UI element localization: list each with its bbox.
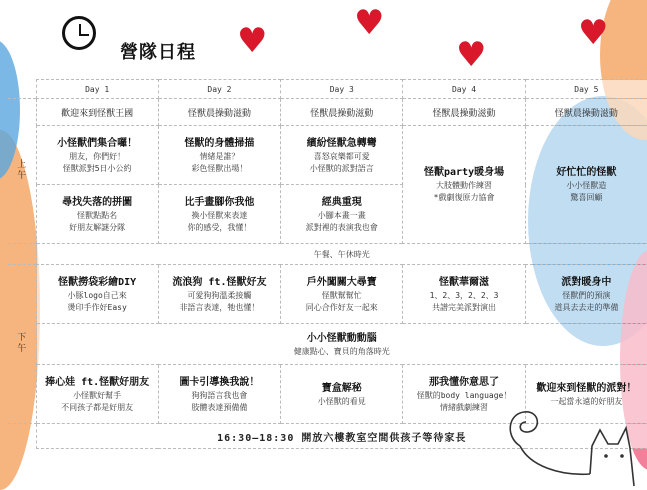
- activity-title: 尋找失落的拼圖: [62, 196, 133, 208]
- activity-line: 怪獸點點名: [77, 210, 118, 220]
- activity-line: 共譜完美派對演出: [432, 302, 497, 312]
- activity-line: *戲劇復原力協會: [433, 193, 495, 202]
- activity-line: 朋友，你們好！: [69, 151, 126, 161]
- activity-line: 燙印手作好Easy: [67, 302, 127, 312]
- schedule-table: [8, 79, 647, 449]
- activity-cell: [403, 126, 525, 244]
- morning-activity: 怪獸晨操動滋動: [281, 99, 403, 126]
- activity-line: 怪獸的body language！: [416, 390, 512, 400]
- activity-line: 小小怪獸造: [566, 181, 607, 190]
- activity-title: 怪獸party暖身場: [423, 167, 505, 178]
- afternoon-session-row-1: [8, 265, 647, 324]
- activity-line: 你的感受，我懂！: [187, 222, 252, 232]
- activity-cell: [403, 265, 525, 324]
- side-blank: [8, 424, 36, 449]
- side-char: 下: [17, 333, 27, 343]
- side-char: 午: [17, 344, 27, 354]
- activity-title: 小怪獸們集合囉！: [57, 137, 138, 149]
- activity-title: 怪獸華爾滋: [439, 276, 490, 288]
- activity-cell: [158, 126, 280, 185]
- activity-cell: [36, 126, 158, 185]
- morning-routine-row: [8, 99, 647, 126]
- activity-line: 小腳本畫一畫: [317, 210, 366, 220]
- day-header: Day 2: [158, 80, 280, 99]
- activity-line: 不同孩子都是好朋友: [61, 402, 134, 412]
- activity-line: 情緒戲劇練習: [440, 402, 489, 412]
- activity-title: 比手畫腳你我他: [184, 196, 255, 208]
- activity-line: 換小怪獸來表達: [191, 210, 248, 220]
- heart-icon: ♥: [456, 35, 487, 75]
- activity-line: 怪獸派對5日小公約: [62, 163, 132, 173]
- activity-title: 怪獸的身體掃描: [184, 137, 255, 149]
- activity-cell: [281, 365, 403, 424]
- activity-line: 可愛狗狗溫柔接觸: [187, 290, 252, 300]
- morning-activity: 怪獸晨操動滋動: [525, 99, 647, 126]
- day-header: Day 3: [281, 80, 403, 99]
- activity-title: 圖卡引導換我說！: [179, 376, 260, 388]
- corner-cell: [8, 80, 36, 99]
- activity-line: 肢體表達預備備: [191, 402, 248, 412]
- activity-title: 流浪狗 ft.怪獸好友: [172, 276, 267, 288]
- break-line: 健康點心、寶貝的角落時光: [293, 346, 390, 356]
- activity-title: 好忙忙的怪獸: [556, 167, 617, 178]
- lunch-break: 午餐、午休時光: [36, 244, 647, 265]
- activity-line: 小怪獸好幫手: [73, 390, 122, 400]
- activity-title: 那我懂你意思了: [429, 376, 500, 388]
- morning-activity: 怪獸晨操動滋動: [158, 99, 280, 126]
- page-title: 營隊日程: [120, 42, 196, 63]
- snack-break-row: [8, 324, 647, 365]
- morning-session-row-1: [8, 126, 647, 185]
- heart-icon: ♥: [354, 3, 385, 43]
- activity-cell: [281, 185, 403, 244]
- activity-line: 小怪獸的看見: [317, 396, 366, 406]
- activity-line: 小怪獸的派對語言: [309, 163, 374, 173]
- side-char: 午: [17, 171, 27, 181]
- day-header: Day 1: [36, 80, 158, 99]
- clock-icon: [62, 16, 96, 50]
- activity-cell: [281, 126, 403, 185]
- activity-line: 驚喜回顧: [570, 193, 603, 202]
- activity-title: 歡迎來到怪獸的派對！: [536, 382, 637, 394]
- lunch-row: [8, 244, 647, 265]
- activity-title: 戶外闖關大尋寶: [306, 276, 377, 288]
- morning-activity: 怪獸晨操動滋動: [403, 99, 525, 126]
- activity-title: 派對暖身中: [561, 276, 612, 288]
- activity-line: 好朋友解謎分隊: [69, 222, 126, 232]
- activity-cell: [36, 265, 158, 324]
- activity-line: 喜怒哀樂都可愛: [313, 151, 370, 161]
- activity-line: 一起當永遠的好朋友: [550, 396, 623, 406]
- activity-line: 非語言表達，牠也懂！: [179, 302, 260, 312]
- activity-title: 捧心娃 ft.怪獸好朋友: [45, 376, 150, 388]
- heart-icon: ♥: [578, 13, 609, 53]
- afternoon-side-label: [8, 265, 36, 424]
- activity-cell: [158, 185, 280, 244]
- activity-cell: [36, 185, 158, 244]
- activity-line: 情緒是誰？: [199, 151, 240, 161]
- morning-activity: 歡迎來到怪獸王國: [36, 99, 158, 126]
- activity-line: 大肢體動作練習: [436, 181, 493, 190]
- cat-doodle-icon: [500, 396, 640, 490]
- activity-line: 派對裡的表演我也會: [305, 222, 378, 232]
- day-header: Day 5: [525, 80, 647, 99]
- activity-line: 怪獸幫幫忙: [321, 290, 362, 300]
- activity-cell: [525, 265, 647, 324]
- day-header-row: [8, 80, 647, 99]
- side-char: 上: [17, 160, 27, 170]
- activity-line: 小豚logo自己來: [67, 290, 127, 300]
- pickup-note: 16:30–18:30 開放六樓教室空間供孩子等待家長: [36, 424, 647, 449]
- morning-side-label: [8, 99, 36, 244]
- activity-cell: [158, 265, 280, 324]
- activity-title: 寶盒解秘: [321, 382, 362, 394]
- activity-title: 繽紛怪獸急轉彎: [306, 137, 377, 149]
- activity-cell: [525, 126, 647, 244]
- activity-line: 道具去去走的準備: [554, 302, 619, 312]
- side-blank: [8, 244, 36, 265]
- heart-icon: ♥: [237, 21, 268, 61]
- activity-line: 狗狗語言我也會: [191, 390, 248, 400]
- activity-line: 同心合作好友一起來: [305, 302, 378, 312]
- activity-title: 怪獸撈袋彩繪DIY: [58, 276, 137, 288]
- break-title: 小小怪獸動動腦: [306, 332, 377, 344]
- activity-title: 經典重現: [321, 196, 362, 208]
- activity-cell: [158, 365, 280, 424]
- day-header: Day 4: [403, 80, 525, 99]
- snack-break: [36, 324, 647, 365]
- activity-line: 怪獸們的預演: [562, 290, 611, 300]
- activity-cell: [281, 265, 403, 324]
- activity-line: 彩色怪獸出場！: [191, 163, 248, 173]
- activity-cell: [36, 365, 158, 424]
- activity-line: 1、2、3，2、2、3: [429, 290, 499, 300]
